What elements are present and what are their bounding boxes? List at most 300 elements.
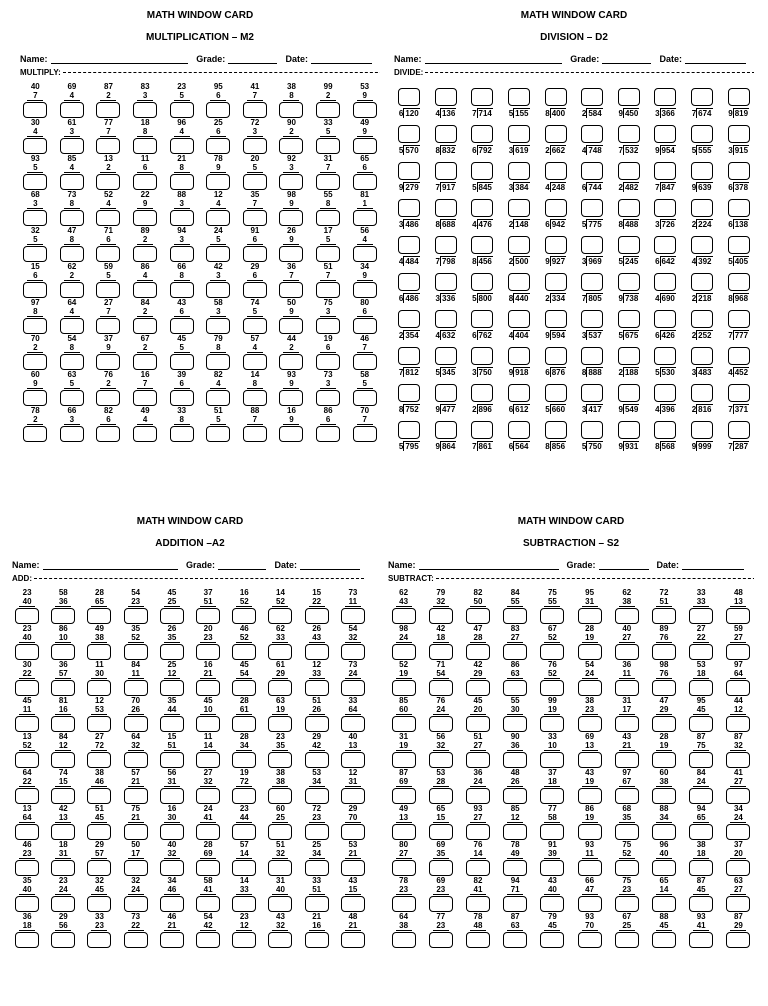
answer-box[interactable]: [540, 860, 564, 876]
answer-box[interactable]: [305, 644, 329, 660]
answer-box[interactable]: [503, 932, 527, 948]
answer-box[interactable]: [398, 125, 420, 143]
answer-box[interactable]: [615, 824, 639, 840]
answer-box[interactable]: [23, 354, 47, 370]
answer-box[interactable]: [435, 125, 457, 143]
answer-box[interactable]: [170, 102, 194, 118]
answer-box[interactable]: [392, 680, 416, 696]
answer-box[interactable]: [353, 138, 377, 154]
answer-box[interactable]: [353, 210, 377, 226]
answer-box[interactable]: [545, 347, 567, 365]
answer-box[interactable]: [268, 860, 292, 876]
answer-box[interactable]: [652, 860, 676, 876]
answer-box[interactable]: [60, 174, 84, 190]
answer-box[interactable]: [268, 644, 292, 660]
answer-box[interactable]: [15, 788, 39, 804]
answer-box[interactable]: [540, 896, 564, 912]
answer-box[interactable]: [503, 860, 527, 876]
answer-box[interactable]: [124, 896, 148, 912]
answer-box[interactable]: [615, 752, 639, 768]
answer-box[interactable]: [60, 318, 84, 334]
answer-box[interactable]: [652, 608, 676, 624]
answer-box[interactable]: [15, 752, 39, 768]
answer-box[interactable]: [691, 88, 713, 106]
answer-box[interactable]: [728, 199, 750, 217]
answer-box[interactable]: [578, 752, 602, 768]
answer-box[interactable]: [398, 273, 420, 291]
answer-box[interactable]: [615, 716, 639, 732]
answer-box[interactable]: [341, 932, 365, 948]
answer-box[interactable]: [87, 860, 111, 876]
answer-box[interactable]: [170, 390, 194, 406]
answer-box[interactable]: [51, 932, 75, 948]
answer-box[interactable]: [689, 644, 713, 660]
answer-box[interactable]: [503, 608, 527, 624]
answer-box[interactable]: [466, 716, 490, 732]
answer-box[interactable]: [51, 860, 75, 876]
answer-box[interactable]: [23, 318, 47, 334]
answer-box[interactable]: [545, 162, 567, 180]
answer-box[interactable]: [243, 426, 267, 442]
answer-box[interactable]: [545, 199, 567, 217]
answer-box[interactable]: [726, 680, 750, 696]
answer-box[interactable]: [581, 347, 603, 365]
answer-box[interactable]: [243, 282, 267, 298]
answer-box[interactable]: [316, 318, 340, 334]
answer-box[interactable]: [652, 644, 676, 660]
answer-box[interactable]: [232, 860, 256, 876]
answer-box[interactable]: [540, 716, 564, 732]
answer-box[interactable]: [508, 384, 530, 402]
answer-box[interactable]: [691, 421, 713, 439]
answer-box[interactable]: [471, 236, 493, 254]
answer-box[interactable]: [341, 896, 365, 912]
answer-box[interactable]: [615, 680, 639, 696]
answer-box[interactable]: [545, 88, 567, 106]
answer-box[interactable]: [60, 282, 84, 298]
answer-box[interactable]: [268, 716, 292, 732]
answer-box[interactable]: [689, 608, 713, 624]
answer-box[interactable]: [268, 788, 292, 804]
answer-box[interactable]: [87, 644, 111, 660]
answer-box[interactable]: [615, 788, 639, 804]
answer-box[interactable]: [353, 246, 377, 262]
answer-box[interactable]: [23, 390, 47, 406]
answer-box[interactable]: [341, 680, 365, 696]
answer-box[interactable]: [96, 426, 120, 442]
grade-field[interactable]: [218, 560, 266, 570]
answer-box[interactable]: [232, 716, 256, 732]
answer-box[interactable]: [581, 88, 603, 106]
answer-box[interactable]: [133, 246, 157, 262]
answer-box[interactable]: [232, 680, 256, 696]
answer-box[interactable]: [466, 896, 490, 912]
answer-box[interactable]: [96, 318, 120, 334]
answer-box[interactable]: [15, 932, 39, 948]
answer-box[interactable]: [540, 680, 564, 696]
answer-box[interactable]: [196, 752, 220, 768]
answer-box[interactable]: [160, 824, 184, 840]
answer-box[interactable]: [305, 896, 329, 912]
answer-box[interactable]: [279, 174, 303, 190]
answer-box[interactable]: [243, 138, 267, 154]
answer-box[interactable]: [243, 102, 267, 118]
answer-box[interactable]: [540, 824, 564, 840]
answer-box[interactable]: [654, 125, 676, 143]
answer-box[interactable]: [652, 752, 676, 768]
answer-box[interactable]: [15, 608, 39, 624]
answer-box[interactable]: [615, 608, 639, 624]
answer-box[interactable]: [728, 347, 750, 365]
answer-box[interactable]: [392, 608, 416, 624]
answer-box[interactable]: [51, 752, 75, 768]
answer-box[interactable]: [51, 644, 75, 660]
answer-box[interactable]: [243, 210, 267, 226]
answer-box[interactable]: [728, 162, 750, 180]
answer-box[interactable]: [618, 199, 640, 217]
answer-box[interactable]: [124, 608, 148, 624]
answer-box[interactable]: [540, 752, 564, 768]
answer-box[interactable]: [652, 896, 676, 912]
answer-box[interactable]: [581, 199, 603, 217]
answer-box[interactable]: [51, 788, 75, 804]
answer-box[interactable]: [392, 896, 416, 912]
answer-box[interactable]: [279, 282, 303, 298]
answer-box[interactable]: [51, 680, 75, 696]
answer-box[interactable]: [232, 788, 256, 804]
answer-box[interactable]: [726, 932, 750, 948]
answer-box[interactable]: [728, 273, 750, 291]
answer-box[interactable]: [341, 752, 365, 768]
answer-box[interactable]: [206, 246, 230, 262]
answer-box[interactable]: [133, 282, 157, 298]
answer-box[interactable]: [316, 426, 340, 442]
answer-box[interactable]: [206, 318, 230, 334]
answer-box[interactable]: [691, 125, 713, 143]
answer-box[interactable]: [341, 608, 365, 624]
date-field[interactable]: [300, 560, 360, 570]
answer-box[interactable]: [124, 860, 148, 876]
answer-box[interactable]: [435, 347, 457, 365]
answer-box[interactable]: [305, 608, 329, 624]
answer-box[interactable]: [23, 426, 47, 442]
answer-box[interactable]: [726, 824, 750, 840]
answer-box[interactable]: [196, 932, 220, 948]
answer-box[interactable]: [435, 310, 457, 328]
answer-box[interactable]: [124, 644, 148, 660]
answer-box[interactable]: [160, 752, 184, 768]
answer-box[interactable]: [615, 644, 639, 660]
answer-box[interactable]: [398, 162, 420, 180]
answer-box[interactable]: [466, 824, 490, 840]
answer-box[interactable]: [654, 162, 676, 180]
answer-box[interactable]: [51, 716, 75, 732]
answer-box[interactable]: [279, 210, 303, 226]
answer-box[interactable]: [540, 788, 564, 804]
answer-box[interactable]: [578, 788, 602, 804]
answer-box[interactable]: [726, 716, 750, 732]
answer-box[interactable]: [435, 162, 457, 180]
answer-box[interactable]: [133, 138, 157, 154]
answer-box[interactable]: [279, 426, 303, 442]
answer-box[interactable]: [316, 354, 340, 370]
answer-box[interactable]: [51, 896, 75, 912]
answer-box[interactable]: [206, 102, 230, 118]
answer-box[interactable]: [124, 716, 148, 732]
answer-box[interactable]: [728, 236, 750, 254]
answer-box[interactable]: [170, 138, 194, 154]
answer-box[interactable]: [508, 273, 530, 291]
answer-box[interactable]: [508, 88, 530, 106]
date-field[interactable]: [311, 54, 372, 64]
answer-box[interactable]: [618, 88, 640, 106]
answer-box[interactable]: [691, 162, 713, 180]
answer-box[interactable]: [243, 318, 267, 334]
answer-box[interactable]: [196, 644, 220, 660]
answer-box[interactable]: [654, 347, 676, 365]
answer-box[interactable]: [160, 860, 184, 876]
answer-box[interactable]: [435, 199, 457, 217]
answer-box[interactable]: [60, 354, 84, 370]
answer-box[interactable]: [96, 210, 120, 226]
answer-box[interactable]: [691, 384, 713, 402]
answer-box[interactable]: [160, 932, 184, 948]
answer-box[interactable]: [508, 347, 530, 365]
answer-box[interactable]: [15, 680, 39, 696]
answer-box[interactable]: [398, 310, 420, 328]
name-field[interactable]: [51, 54, 189, 64]
answer-box[interactable]: [124, 752, 148, 768]
answer-box[interactable]: [429, 896, 453, 912]
answer-box[interactable]: [87, 896, 111, 912]
answer-box[interactable]: [508, 236, 530, 254]
answer-box[interactable]: [466, 752, 490, 768]
answer-box[interactable]: [726, 752, 750, 768]
answer-box[interactable]: [243, 390, 267, 406]
answer-box[interactable]: [341, 788, 365, 804]
answer-box[interactable]: [96, 246, 120, 262]
answer-box[interactable]: [689, 716, 713, 732]
answer-box[interactable]: [305, 932, 329, 948]
answer-box[interactable]: [15, 824, 39, 840]
answer-box[interactable]: [316, 102, 340, 118]
answer-box[interactable]: [726, 608, 750, 624]
answer-box[interactable]: [615, 860, 639, 876]
answer-box[interactable]: [316, 390, 340, 406]
answer-box[interactable]: [471, 273, 493, 291]
answer-box[interactable]: [581, 384, 603, 402]
answer-box[interactable]: [279, 246, 303, 262]
answer-box[interactable]: [170, 426, 194, 442]
answer-box[interactable]: [170, 210, 194, 226]
answer-box[interactable]: [341, 644, 365, 660]
answer-box[interactable]: [196, 788, 220, 804]
answer-box[interactable]: [545, 236, 567, 254]
answer-box[interactable]: [87, 932, 111, 948]
answer-box[interactable]: [60, 138, 84, 154]
answer-box[interactable]: [87, 752, 111, 768]
answer-box[interactable]: [654, 310, 676, 328]
answer-box[interactable]: [232, 896, 256, 912]
answer-box[interactable]: [654, 199, 676, 217]
answer-box[interactable]: [728, 384, 750, 402]
answer-box[interactable]: [429, 824, 453, 840]
answer-box[interactable]: [503, 644, 527, 660]
answer-box[interactable]: [429, 752, 453, 768]
answer-box[interactable]: [728, 88, 750, 106]
answer-box[interactable]: [96, 354, 120, 370]
answer-box[interactable]: [392, 788, 416, 804]
answer-box[interactable]: [392, 716, 416, 732]
answer-box[interactable]: [206, 210, 230, 226]
answer-box[interactable]: [429, 932, 453, 948]
answer-box[interactable]: [353, 390, 377, 406]
answer-box[interactable]: [353, 318, 377, 334]
answer-box[interactable]: [279, 390, 303, 406]
answer-box[interactable]: [232, 608, 256, 624]
answer-box[interactable]: [133, 318, 157, 334]
answer-box[interactable]: [51, 608, 75, 624]
answer-box[interactable]: [581, 162, 603, 180]
answer-box[interactable]: [160, 788, 184, 804]
answer-box[interactable]: [124, 788, 148, 804]
answer-box[interactable]: [689, 896, 713, 912]
answer-box[interactable]: [206, 174, 230, 190]
answer-box[interactable]: [206, 138, 230, 154]
answer-box[interactable]: [305, 788, 329, 804]
answer-box[interactable]: [160, 608, 184, 624]
answer-box[interactable]: [508, 421, 530, 439]
answer-box[interactable]: [471, 125, 493, 143]
answer-box[interactable]: [398, 347, 420, 365]
answer-box[interactable]: [581, 236, 603, 254]
answer-box[interactable]: [435, 236, 457, 254]
answer-box[interactable]: [124, 824, 148, 840]
answer-box[interactable]: [508, 310, 530, 328]
answer-box[interactable]: [728, 310, 750, 328]
answer-box[interactable]: [508, 162, 530, 180]
answer-box[interactable]: [654, 88, 676, 106]
answer-box[interactable]: [578, 608, 602, 624]
answer-box[interactable]: [133, 174, 157, 190]
answer-box[interactable]: [435, 421, 457, 439]
answer-box[interactable]: [578, 896, 602, 912]
answer-box[interactable]: [503, 824, 527, 840]
answer-box[interactable]: [618, 125, 640, 143]
name-field[interactable]: [425, 54, 563, 64]
answer-box[interactable]: [578, 716, 602, 732]
answer-box[interactable]: [206, 390, 230, 406]
answer-box[interactable]: [689, 680, 713, 696]
answer-box[interactable]: [618, 236, 640, 254]
answer-box[interactable]: [581, 125, 603, 143]
answer-box[interactable]: [392, 644, 416, 660]
answer-box[interactable]: [133, 102, 157, 118]
answer-box[interactable]: [578, 932, 602, 948]
answer-box[interactable]: [689, 824, 713, 840]
answer-box[interactable]: [471, 199, 493, 217]
answer-box[interactable]: [268, 752, 292, 768]
answer-box[interactable]: [160, 644, 184, 660]
answer-box[interactable]: [503, 896, 527, 912]
answer-box[interactable]: [578, 680, 602, 696]
answer-box[interactable]: [508, 125, 530, 143]
answer-box[interactable]: [654, 384, 676, 402]
answer-box[interactable]: [471, 347, 493, 365]
answer-box[interactable]: [206, 426, 230, 442]
answer-box[interactable]: [615, 896, 639, 912]
answer-box[interactable]: [471, 421, 493, 439]
answer-box[interactable]: [540, 644, 564, 660]
answer-box[interactable]: [689, 860, 713, 876]
answer-box[interactable]: [466, 932, 490, 948]
answer-box[interactable]: [15, 896, 39, 912]
answer-box[interactable]: [279, 138, 303, 154]
answer-box[interactable]: [689, 752, 713, 768]
answer-box[interactable]: [124, 932, 148, 948]
answer-box[interactable]: [160, 716, 184, 732]
answer-box[interactable]: [615, 932, 639, 948]
answer-box[interactable]: [96, 138, 120, 154]
answer-box[interactable]: [618, 273, 640, 291]
answer-box[interactable]: [466, 644, 490, 660]
answer-box[interactable]: [96, 102, 120, 118]
answer-box[interactable]: [654, 236, 676, 254]
answer-box[interactable]: [96, 390, 120, 406]
answer-box[interactable]: [206, 282, 230, 298]
answer-box[interactable]: [87, 608, 111, 624]
answer-box[interactable]: [466, 680, 490, 696]
answer-box[interactable]: [196, 716, 220, 732]
answer-box[interactable]: [429, 680, 453, 696]
grade-field[interactable]: [599, 560, 649, 570]
answer-box[interactable]: [133, 354, 157, 370]
answer-box[interactable]: [243, 354, 267, 370]
answer-box[interactable]: [232, 644, 256, 660]
answer-box[interactable]: [15, 860, 39, 876]
answer-box[interactable]: [545, 421, 567, 439]
answer-box[interactable]: [196, 608, 220, 624]
answer-box[interactable]: [60, 426, 84, 442]
answer-box[interactable]: [578, 860, 602, 876]
answer-box[interactable]: [268, 932, 292, 948]
answer-box[interactable]: [305, 716, 329, 732]
answer-box[interactable]: [170, 354, 194, 370]
answer-box[interactable]: [160, 896, 184, 912]
answer-box[interactable]: [578, 644, 602, 660]
answer-box[interactable]: [124, 680, 148, 696]
answer-box[interactable]: [654, 273, 676, 291]
answer-box[interactable]: [726, 788, 750, 804]
answer-box[interactable]: [268, 680, 292, 696]
answer-box[interactable]: [545, 125, 567, 143]
answer-box[interactable]: [398, 88, 420, 106]
answer-box[interactable]: [232, 752, 256, 768]
answer-box[interactable]: [232, 824, 256, 840]
answer-box[interactable]: [316, 174, 340, 190]
answer-box[interactable]: [429, 788, 453, 804]
answer-box[interactable]: [652, 932, 676, 948]
answer-box[interactable]: [133, 426, 157, 442]
answer-box[interactable]: [726, 644, 750, 660]
answer-box[interactable]: [429, 608, 453, 624]
answer-box[interactable]: [540, 608, 564, 624]
answer-box[interactable]: [316, 282, 340, 298]
answer-box[interactable]: [728, 125, 750, 143]
answer-box[interactable]: [508, 199, 530, 217]
answer-box[interactable]: [429, 644, 453, 660]
answer-box[interactable]: [51, 824, 75, 840]
